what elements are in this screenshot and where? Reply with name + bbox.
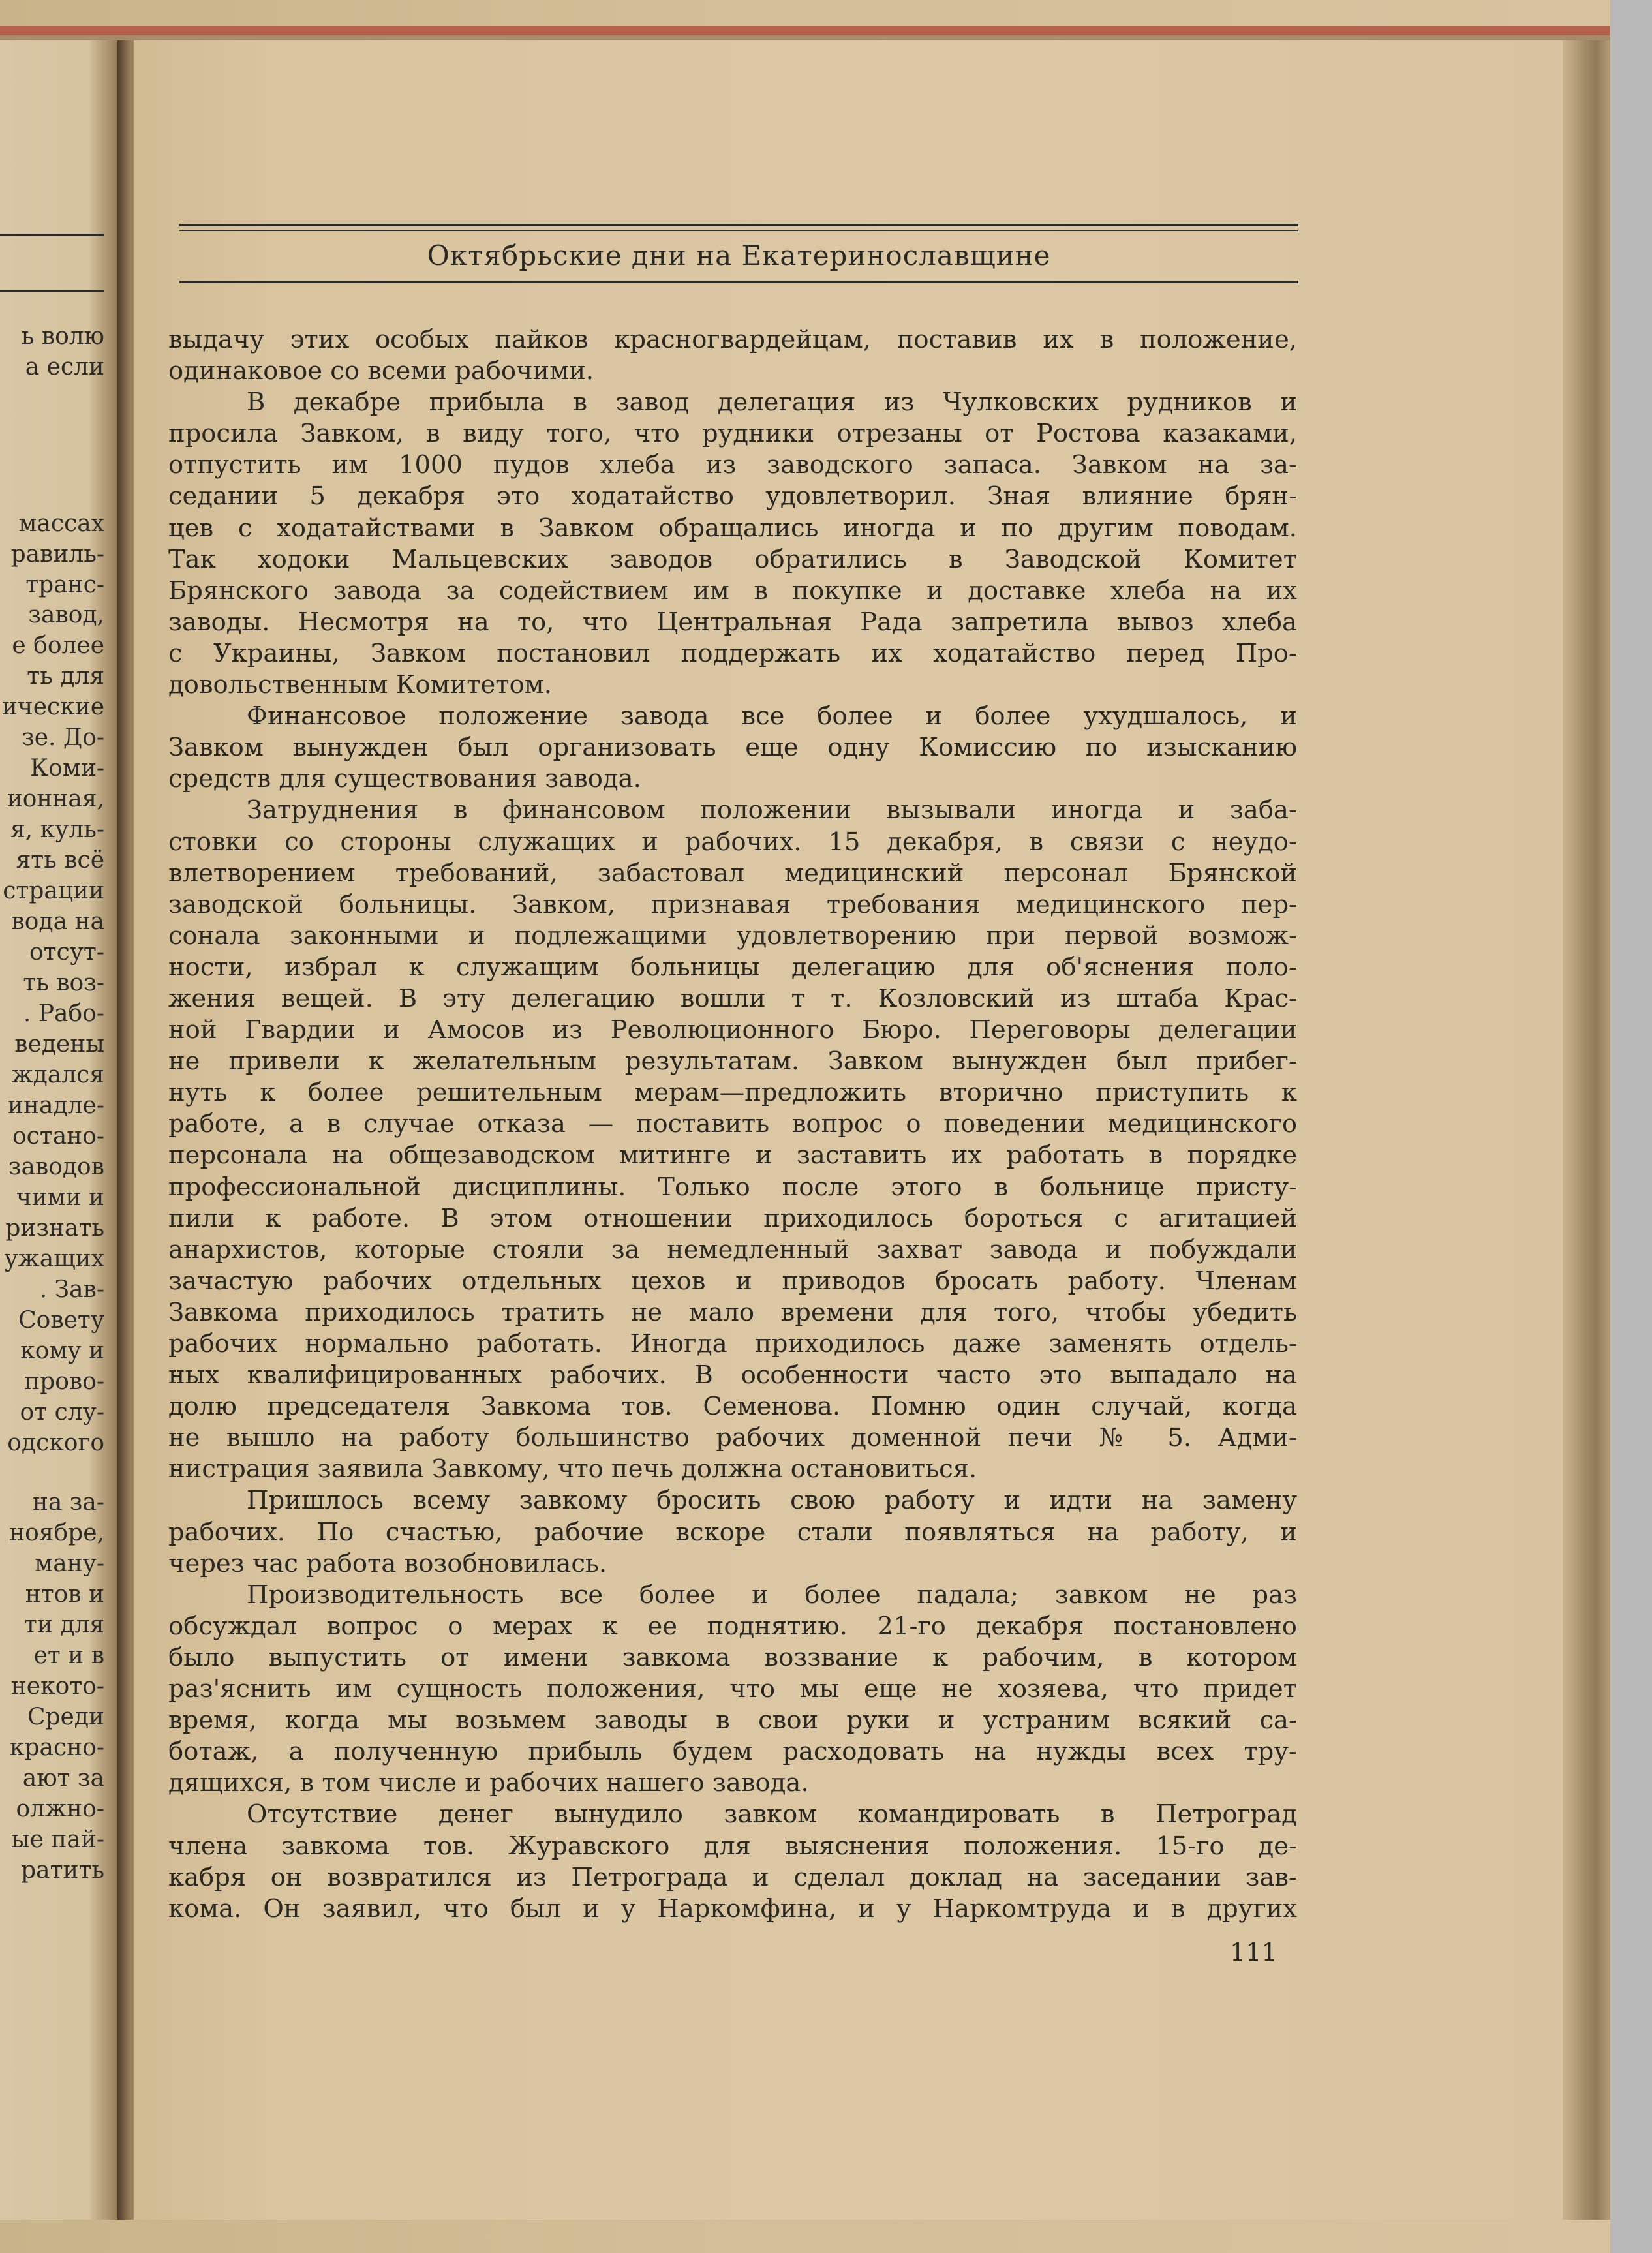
left-page-line: массах bbox=[18, 510, 104, 537]
left-page-line: ужащих bbox=[4, 1246, 104, 1272]
text-line: ных квалифицированных рабочих. В особенности часто это выпадало на bbox=[168, 1360, 1297, 1390]
left-page-line: ть воз- bbox=[23, 970, 104, 996]
text-line: нистрация заявила Завкому, что печь должна остановиться. bbox=[168, 1454, 977, 1484]
text-line: жения вещей. В эту делегацию вошли т т. Козловский из штаба Крас- bbox=[168, 983, 1297, 1013]
text-line: Финансовое положение завода все более и более ухудшалось, и bbox=[247, 701, 1297, 731]
left-page-line: от слу- bbox=[20, 1399, 104, 1426]
text-line: Завком вынужден был организовать еще одну Комиссию по изысканию bbox=[168, 733, 1297, 763]
book-top-edge bbox=[0, 26, 1610, 35]
left-page-line: вода на bbox=[11, 908, 104, 935]
text-line: влетворением требований, забастовал медицинский персонал Брянской bbox=[168, 858, 1297, 888]
text-line: ботаж, а полученную прибыль будем расходовать на нужды всех тру- bbox=[168, 1737, 1297, 1767]
left-page-line: инадле- bbox=[8, 1092, 104, 1119]
left-page-line: ждался bbox=[11, 1062, 104, 1088]
left-page-line: ноябре, bbox=[9, 1520, 104, 1546]
text-line: профессиональной дисциплины. Только после этого в больнице присту- bbox=[168, 1172, 1297, 1202]
text-line: ности, избрал к служащим больницы делегацию для об'яснения поло- bbox=[168, 952, 1297, 982]
text-line: через час работа возобновилась. bbox=[168, 1548, 607, 1578]
page-edge-stack bbox=[1563, 40, 1610, 2220]
text-line: Завкома приходилось тратить не мало времени для того, чтобы убедить bbox=[168, 1297, 1297, 1327]
text-line: просила Завком, в виду того, что рудники отрезаны от Ростова казаками, bbox=[168, 419, 1297, 449]
left-page-line: ризнать bbox=[5, 1215, 104, 1242]
left-page-line: зе. До- bbox=[22, 724, 104, 751]
left-page-line: чими и bbox=[16, 1184, 104, 1211]
text-line: заводской больницы. Завком, признавая требования медицинского пер- bbox=[168, 889, 1297, 919]
text-line: В декабре прибыла в завод делегация из Чулковских рудников и bbox=[247, 388, 1297, 418]
left-page-line: е более bbox=[12, 632, 104, 659]
text-line: дящихся, в том числе и рабочих нашего завода. bbox=[168, 1768, 809, 1798]
text-line: Отсутствие денег вынудило завком командировать в Петроград bbox=[247, 1800, 1297, 1830]
left-facing-page bbox=[0, 40, 125, 2220]
left-page-line: ет и в bbox=[33, 1642, 104, 1669]
text-line: сонала законными и подлежащими удовлетворению при первой возмож- bbox=[168, 921, 1297, 951]
left-page-line: ману- bbox=[35, 1550, 104, 1577]
text-line: не вышло на работу большинство рабочих доменной печи № 5. Адми- bbox=[168, 1423, 1297, 1453]
left-page-line: Коми- bbox=[30, 755, 104, 782]
text-line: заводы. Несмотря на то, что Центральная Рада запретила вывоз хлеба bbox=[168, 607, 1297, 637]
left-page-line: олжно- bbox=[16, 1796, 104, 1822]
left-page-line: завод, bbox=[28, 602, 104, 628]
text-line: Брянского завода за содействием им в покупке и доставке хлеба на их bbox=[168, 575, 1297, 605]
left-page-line: остано- bbox=[12, 1123, 104, 1150]
body-text bbox=[168, 324, 1297, 1925]
text-line: кабря он возвратился из Петрограда и сделал доклад на заседании зав- bbox=[168, 1862, 1297, 1892]
left-page-line: . Рабо- bbox=[23, 1000, 104, 1027]
left-page-line: отсут- bbox=[29, 939, 104, 966]
text-line: средств для существования завода. bbox=[168, 764, 641, 794]
text-line: обсуждал вопрос о мерах к ее поднятию. 21-го декабря постановлено bbox=[168, 1611, 1297, 1641]
text-line: Производительность все более и более падала; завком не раз bbox=[247, 1580, 1297, 1610]
left-page-line: нтов и bbox=[25, 1581, 104, 1608]
text-line: члена завкома тов. Журавского для выяснения положения. 15-го де- bbox=[168, 1831, 1297, 1861]
left-page-line: страции bbox=[3, 878, 104, 904]
text-line: выдачу этих особых пайков красногвардейцам, поставив их в положение, bbox=[168, 325, 1297, 354]
text-line: персонала на общезаводском митинге и заставить их работать в порядке bbox=[168, 1141, 1297, 1171]
text-line: работе, а в случае отказа — поставить вопрос о поведении медицинского bbox=[168, 1109, 1297, 1139]
header-rule-bottom bbox=[179, 281, 1298, 283]
text-line: Затруднения в финансовом положении вызывали иногда и заба- bbox=[247, 795, 1297, 825]
left-page-line: ратить bbox=[21, 1857, 104, 1884]
text-line: кома. Он заявил, что был и у Наркомфина, и у Наркомтруда и в других bbox=[168, 1893, 1297, 1923]
text-line: с Украины, Завком постановил поддержать их ходатайство перед Про- bbox=[168, 638, 1297, 668]
book-top-edge-shadow bbox=[0, 35, 1610, 40]
left-page-line: ионная, bbox=[7, 786, 104, 812]
left-page-line: ают за bbox=[22, 1765, 104, 1792]
running-head: Октябрьские дни на Екатеринославщине bbox=[427, 239, 1051, 271]
text-line: анархистов, которые стояли за немедленный захват завода и побуждали bbox=[168, 1234, 1297, 1264]
text-line: рабочих нормально работать. Иногда приходилось даже заменять отдель- bbox=[168, 1329, 1297, 1358]
text-line: время, когда мы возьмем заводы в свои руки и устраним всякий са- bbox=[168, 1706, 1297, 1736]
left-page-line: кому и bbox=[20, 1338, 104, 1364]
left-page-line: я, куль- bbox=[10, 816, 104, 843]
left-page-line: ь волю bbox=[21, 323, 104, 350]
left-page-line: а если bbox=[25, 354, 104, 380]
left-page-line: ять всё bbox=[16, 847, 104, 874]
text-line: седании 5 декабря это ходатайство удовлетворил. Зная влияние брян- bbox=[168, 482, 1297, 512]
text-line: было выпустить от имени завкома воззвание к рабочим, в котором bbox=[168, 1642, 1297, 1672]
left-page-line: Среди bbox=[27, 1704, 104, 1730]
left-page-line: равиль- bbox=[10, 541, 104, 568]
text-line: одинаковое со всеми рабочими. bbox=[168, 356, 594, 386]
text-line: пили к работе. В этом отношении приходилось бороться с агитацией bbox=[168, 1203, 1297, 1233]
header-rule-top-thin bbox=[179, 230, 1298, 231]
text-line: цев с ходатайствами в Завком обращались иногда и по другим поводам. bbox=[168, 513, 1297, 543]
text-line: раз'яснить им сущность положения, что мы еще не хозяева, что придет bbox=[168, 1674, 1297, 1704]
header-rule-top bbox=[179, 224, 1298, 226]
left-page-line: ти для bbox=[23, 1612, 104, 1638]
left-page-line: одского bbox=[7, 1430, 104, 1456]
left-page-line: красно- bbox=[9, 1734, 104, 1761]
text-line: рабочих. По счастью, рабочие вскоре стали появляться на работу, и bbox=[168, 1517, 1297, 1547]
left-page-line: транс- bbox=[25, 572, 104, 598]
left-page-line: ические bbox=[1, 694, 104, 720]
left-page-line: ведены bbox=[14, 1031, 104, 1058]
left-page-line: на за- bbox=[32, 1489, 104, 1516]
text-line: зачастую рабочих отдельных цехов и приводов бросать работу. Членам bbox=[168, 1266, 1297, 1296]
text-line: Пришлось всему завкому бросить свою работу и идти на замену bbox=[247, 1486, 1297, 1516]
left-page-line: ые пай- bbox=[10, 1826, 104, 1853]
left-page-line: прово- bbox=[24, 1368, 104, 1395]
text-line: отпустить им 1000 пудов хлеба из заводского запаса. Завком на за- bbox=[168, 450, 1297, 480]
left-page-line: . Зав- bbox=[39, 1276, 104, 1303]
left-page-line: ть для bbox=[27, 663, 104, 690]
text-line: Так ходоки Мальцевских заводов обратились в Заводской Комитет bbox=[168, 544, 1297, 574]
left-page-line: Совету bbox=[18, 1307, 104, 1334]
text-line: долю председателя Завкома тов. Семенова. Помню один случай, когда bbox=[168, 1392, 1297, 1422]
left-page-line: некото- bbox=[10, 1673, 104, 1700]
text-line: не привели к желательным результатам. Завком вынужден был прибег- bbox=[168, 1047, 1297, 1077]
left-page-rule-top bbox=[0, 234, 104, 236]
text-line: стовки со стороны служащих и рабочих. 15 декабря, в связи с неудо- bbox=[168, 827, 1297, 857]
left-page-rule-bottom bbox=[0, 290, 104, 292]
text-line: нуть к более решительным мерам—предложить вторично приступить к bbox=[168, 1078, 1297, 1108]
page-number: 111 bbox=[1230, 1938, 1277, 1967]
left-page-line: заводов bbox=[8, 1154, 104, 1180]
text-line: довольственным Комитетом. bbox=[168, 670, 552, 700]
text-line: ной Гвардии и Амосов из Революционного Бюро. Переговоры делегации bbox=[168, 1015, 1297, 1045]
